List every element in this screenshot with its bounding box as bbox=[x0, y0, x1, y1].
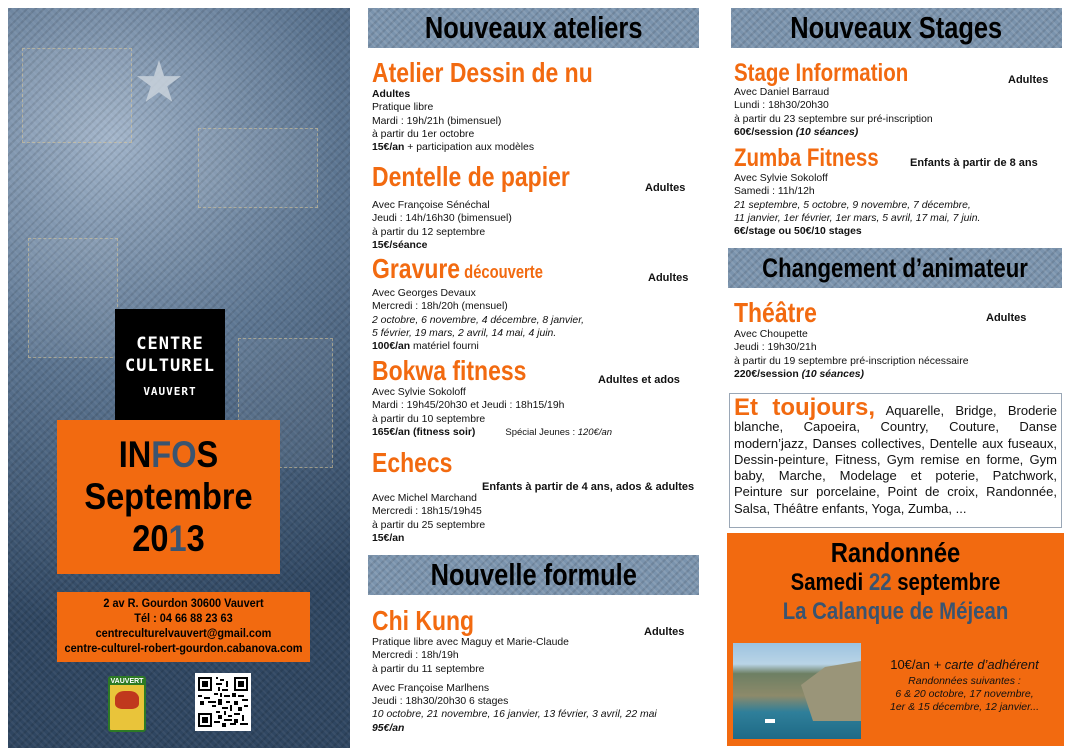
atelier-title: Gravure découverte bbox=[372, 253, 543, 284]
header-nouvelle-formule: Nouvelle formule bbox=[368, 555, 699, 595]
randonnees-suivantes: Randonnées suivantes : 6 & 20 octobre, 17 novembre, 1er & 15 décembre, 12 janvier... bbox=[889, 675, 1040, 713]
chi-kung-block: Chi Kung Adultes Pratique libre avec Maguy et Marie-Claude Mercredi : 18h/19h à partir du 11 septembre Avec Françoise Marlhens Jeudi : 18h30/20h30 6 stages 10 octobre, 21 novembre, 16 janvier, 13 février, 3 avril, 22 mai 95€/an bbox=[372, 606, 697, 735]
stage-title: Zumba Fitness bbox=[734, 144, 879, 172]
atelier-title: Echecs bbox=[372, 447, 453, 478]
atelier-title: Atelier Dessin de nu bbox=[372, 57, 593, 88]
calanque-photo bbox=[733, 643, 861, 739]
activities-list: Aquarelle, Bridge, Broderie blanche, Capoeira, Country, Couture, Danse modern’jazz, Danses collectives, Dentelle aux fuseaux, Dessin-peinture, Fitness, Gym remise en forme, Gym baby, Marche, Modelage et poterie, Patchwork, Peinture sur porcelaine, Point de croix, Randonnée, Salsa, Théâtre enfants, Yoga, Zumba, ... bbox=[734, 403, 1057, 516]
atelier-dentelle-de-papier: Dentelle de papier Adultes Avec Françoise Sénéchal Jeudi : 14h/16h30 (bimensuel) à partir du 12 septembre 15€/séance bbox=[372, 162, 697, 252]
randonnee-box bbox=[727, 533, 1064, 746]
address: 2 av R. Gourdon 30600 Vauvert bbox=[103, 598, 264, 610]
year-title: 2013 bbox=[132, 518, 205, 559]
centre-culturel-logo: CENTRE CULTUREL VAUVERT bbox=[115, 309, 225, 421]
star-patch-icon bbox=[136, 60, 182, 106]
randonnee-date: Samedi 22 septembre bbox=[790, 569, 1001, 596]
price: 165€/an (fitness soir) Spécial Jeunes : 120€/an bbox=[372, 426, 613, 438]
et-toujours-title: Et toujours, bbox=[734, 394, 875, 421]
price: 95€/an bbox=[372, 722, 405, 734]
denim-pocket bbox=[28, 238, 118, 358]
audience: Adultes bbox=[372, 89, 411, 100]
price: 60€/session (10 séances) bbox=[734, 126, 859, 138]
price: 15€/an bbox=[372, 532, 405, 544]
price: 100€/an matériel fourni bbox=[372, 341, 479, 353]
phone: Tél : 04 66 88 23 63 bbox=[134, 613, 233, 625]
audience: Enfants à partir de 4 ans, ados & adultes bbox=[482, 481, 695, 493]
contact-box bbox=[57, 592, 310, 662]
header-changement-animateur: Changement d’animateur bbox=[728, 248, 1062, 288]
zumba-fitness-block: Zumba Fitness Enfants à partir de 8 ans Avec Sylvie Sokoloff Samedi : 11h/12h 21 septembre, 5 octobre, 9 novembre, 7 décembre, 11 janvier, 1er février, 1er mars, 5 avril, 17 mai, 7 juin. 6€/stage ou 50€/10 stages bbox=[734, 144, 1062, 238]
audience: Enfants à partir de 8 ans bbox=[910, 157, 1038, 169]
audience: Adultes bbox=[644, 626, 685, 638]
audience: Adultes bbox=[986, 312, 1027, 324]
qr-code-icon[interactable] bbox=[195, 673, 251, 731]
audience: Adultes bbox=[1008, 74, 1049, 86]
atelier-title: Bokwa fitness bbox=[372, 355, 527, 386]
randonnee-title: Randonnée bbox=[830, 537, 961, 568]
email-link[interactable]: centreculturelvauvert@gmail.com bbox=[95, 628, 272, 640]
cover-panel bbox=[8, 8, 350, 748]
stage-information-block: Stage Information Adultes Avec Daniel Barraud Lundi : 18h30/20h30 à partir du 23 septembre sur pré-inscription 60€/session (10 séances) bbox=[734, 60, 1062, 139]
audience: Adultes et ados bbox=[598, 374, 680, 386]
price: 220€/session (10 séances) bbox=[734, 368, 864, 380]
ateliers-list bbox=[372, 58, 697, 548]
header-nouveaux-ateliers: Nouveaux ateliers bbox=[368, 8, 699, 48]
randonnee-place: La Calanque de Méjean bbox=[782, 598, 1009, 625]
denim-pocket bbox=[22, 48, 132, 143]
infos-title: INFOS bbox=[118, 434, 219, 475]
atelier-bokwa-fitness: Bokwa fitness Adultes et ados Avec Sylvie Sokoloff Mardi : 19h45/20h30 et Jeudi : 18h15/19h à partir du 10 septembre 165€/an (fitness soir) Spécial Jeunes : 120€/an bbox=[372, 356, 697, 439]
denim-pocket bbox=[198, 128, 318, 208]
vauvert-crest-icon: VAUVERT bbox=[108, 676, 146, 732]
atelier-title: Chi Kung bbox=[372, 605, 475, 636]
infos-title-box bbox=[57, 420, 280, 574]
website-link[interactable]: centre-culturel-robert-gourdon.cabanova.com bbox=[64, 643, 303, 655]
price: 6€/stage ou 50€/10 stages bbox=[734, 226, 862, 238]
price: 15€/séance bbox=[372, 239, 428, 251]
theatre-block: Théâtre Adultes Avec Choupette Jeudi : 19h30/21h à partir du 19 septembre pré-inscription nécessaire 220€/session (10 séances) bbox=[734, 298, 1062, 381]
atelier-gravure: Gravure découverte Adultes Avec Georges Devaux Mercredi : 18h/20h (mensuel) 2 octobre, 6 novembre, 4 décembre, 8 janvier, 5 février, 19 mars, 2 avril, 14 mai, 4 juin. 100€/an matériel fourni bbox=[372, 254, 697, 353]
month-title: Septembre bbox=[84, 476, 253, 517]
randonnee-price: 10€/an + carte d’adhérent bbox=[890, 657, 1039, 672]
atelier-title: Dentelle de papier bbox=[372, 161, 570, 192]
et-toujours-box bbox=[729, 393, 1062, 528]
stage-title: Théâtre bbox=[734, 297, 817, 328]
audience: Adultes bbox=[648, 272, 689, 284]
atelier-dessin-de-nu: Atelier Dessin de nu Adultes Pratique libre Mardi : 19h/21h (bimensuel) à partir du 1er octobre 15€/an + participation aux modèles bbox=[372, 58, 697, 154]
stage-title: Stage Information bbox=[734, 59, 909, 87]
audience: Adultes bbox=[645, 182, 686, 194]
header-nouveaux-stages: Nouveaux Stages bbox=[731, 8, 1062, 48]
atelier-echecs: Echecs Enfants à partir de 4 ans, ados & adultes Avec Michel Marchand Mercredi : 18h15/19h45 à partir du 25 septembre 15€/an bbox=[372, 448, 697, 545]
bull-icon bbox=[115, 691, 139, 709]
price: 15€/an + participation aux modèles bbox=[372, 142, 535, 154]
